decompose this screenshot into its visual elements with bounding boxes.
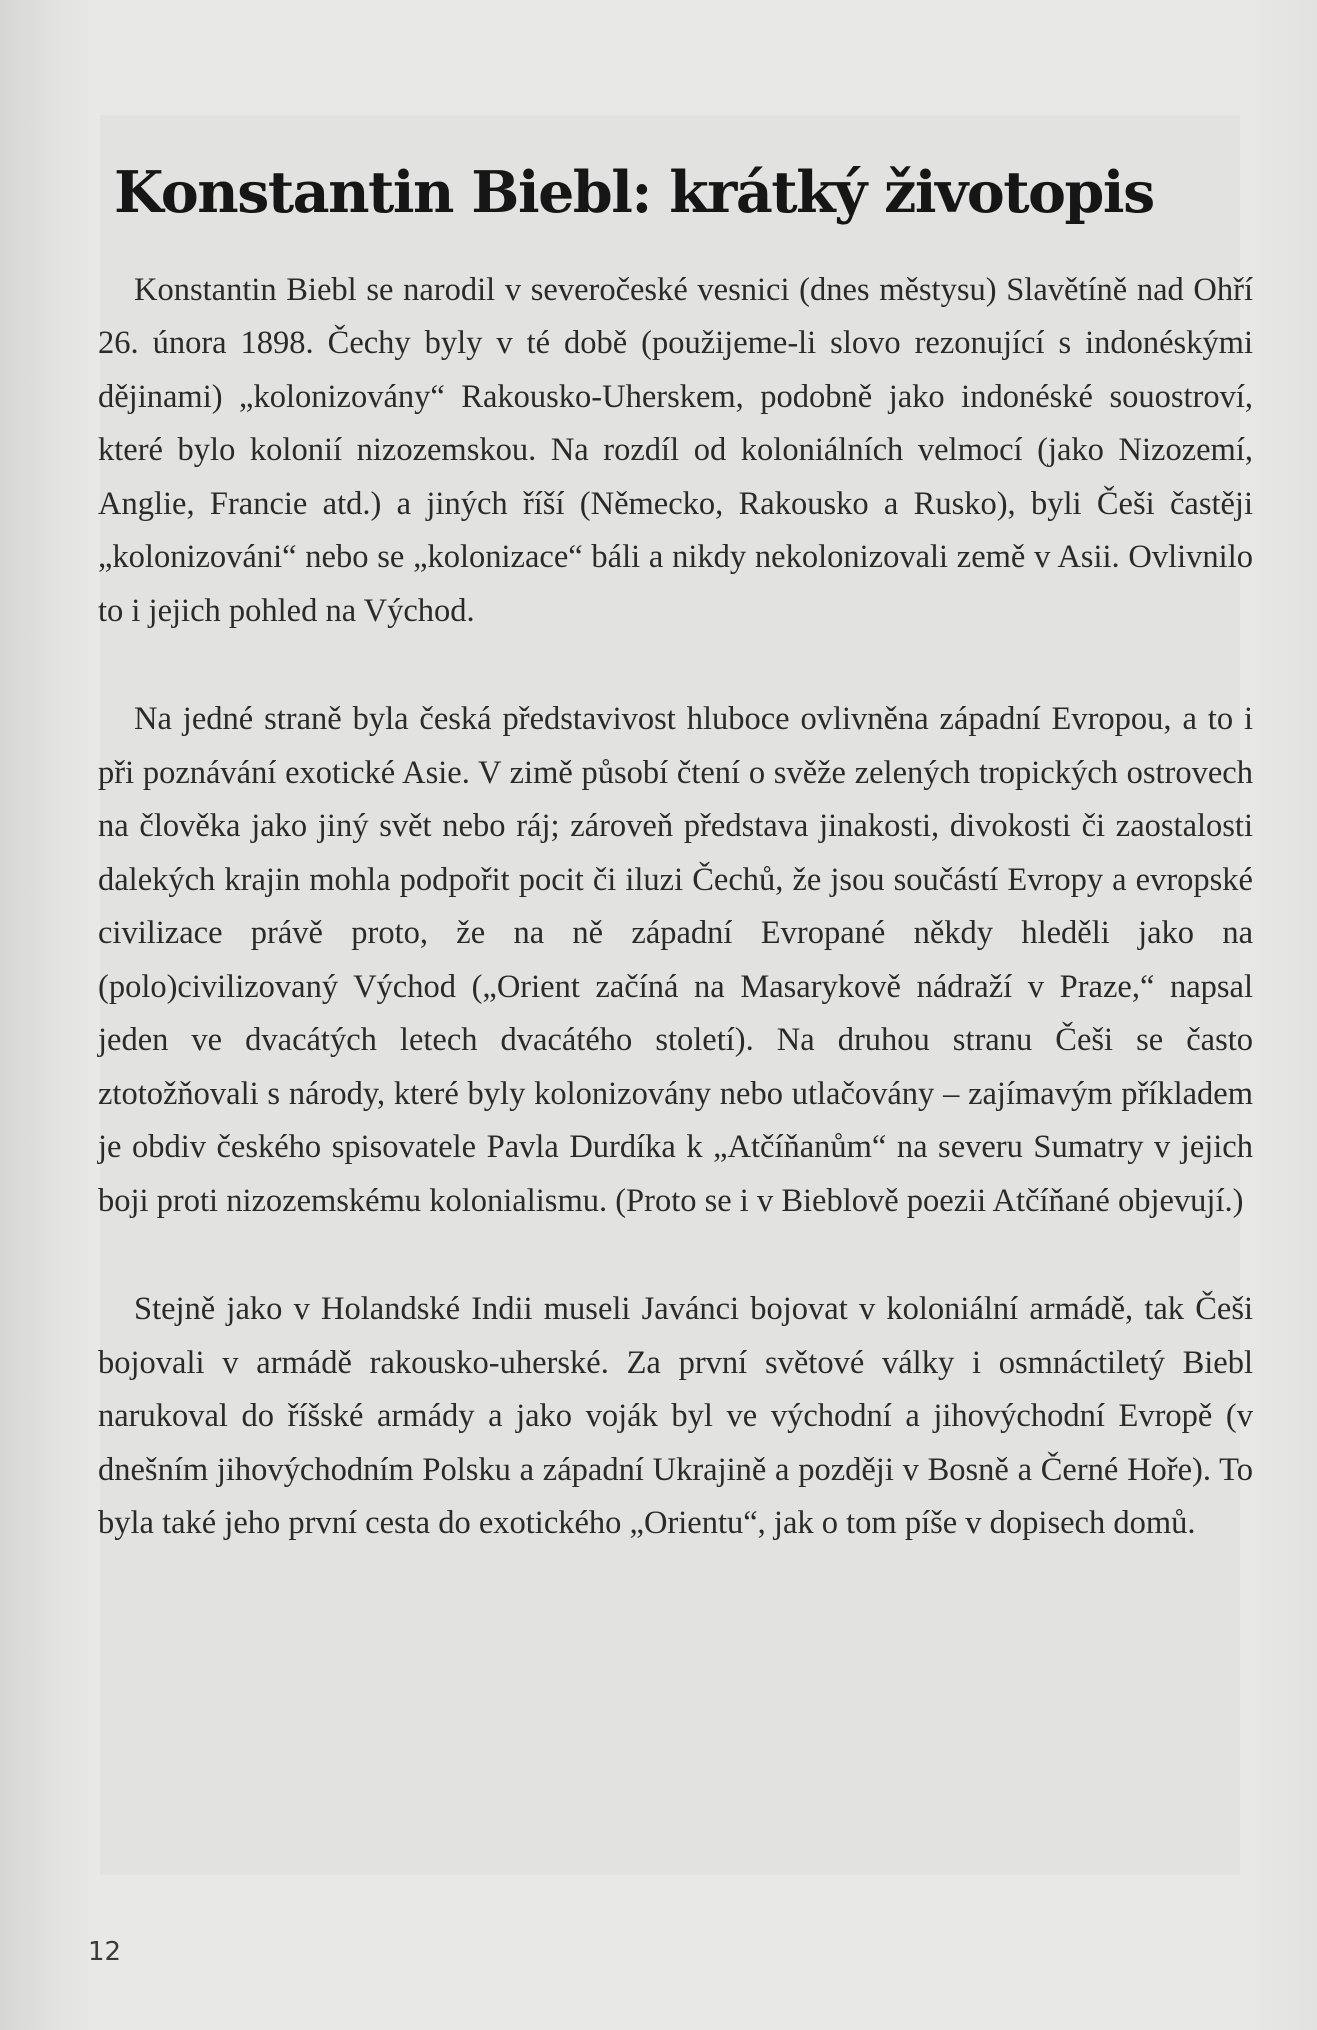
chapter-title: Konstantin Biebl: krátký životopis bbox=[114, 159, 1154, 226]
page-content bbox=[98, 160, 1253, 1606]
page-number: 12 bbox=[88, 1937, 122, 1967]
paragraph-3: Stejně jako v Holandské Indii museli Javánci bojovat v koloniální armádě, tak Češi bojovali v armádě rakousko-uherské. Za první světové války i osmnáctiletý Biebl narukoval do říšské armády a jako voják byl ve východní a jihovýchodní Evropě (v dnešním jihovýchodním Polsku a západní Ukrajině a později v Bosně a Černé Hoře). To byla také jeho první cesta do exotického „Orientu“, jak o tom píše v dopisech domů. bbox=[98, 1291, 1253, 1542]
paragraph-1: Konstantin Biebl se narodil v severočeské vesnici (dnes městysu) Slavětíně nad Ohří 26. února 1898. Čechy byly v té době (použijeme-li slovo rezonující s indonéskými dějinami) „kolonizovány“ Rakousko-Uherskem, podobně jako indonéské souostroví, které bylo kolonií nizozemskou. Na rozdíl od koloniálních velmocí (jako Nizozemí, Anglie, Francie atd.) a jiných říší (Německo, Rakousko a Rusko), byli Češi častěji „kolonizováni“ nebo se „kolonizace“ báli a nikdy nekolonizovali země v Asii. Ovlivnilo to i jejich pohled na Východ. bbox=[98, 271, 1253, 629]
paragraph-2: Na jedné straně byla česká představivost hluboce ovlivněna západní Evropou, a to i při poznávání exotické Asie. V zimě působí čtení o svěže zelených tropických ostrovech na člověka jako jiný svět nebo ráj; zároveň představa jinakosti, divokosti či zaostalosti dalekých krajin mohla podpořit pocit či iluzi Čechů, že jsou součástí Evropy a evropské civilizace právě proto, že na ně západní Evropané někdy hleděli jako na (polo)civilizovaný Východ („Orient začíná na Masarykově nádraží v Praze,“ napsal jeden ve dvacátých letech dvacátého století). Na druhou stranu Češi se často ztotožňovali s národy, které byly kolonizovány nebo utlačovány – zajímavým příkladem je obdiv českého spisovatele Pavla Durdíka k „Atčíňanům“ na severu Sumatry v jejich boji proti nizozemskému kolonialismu. (Proto se i v Bieblově poezii Atčíňané objevují.) bbox=[98, 701, 1253, 1219]
